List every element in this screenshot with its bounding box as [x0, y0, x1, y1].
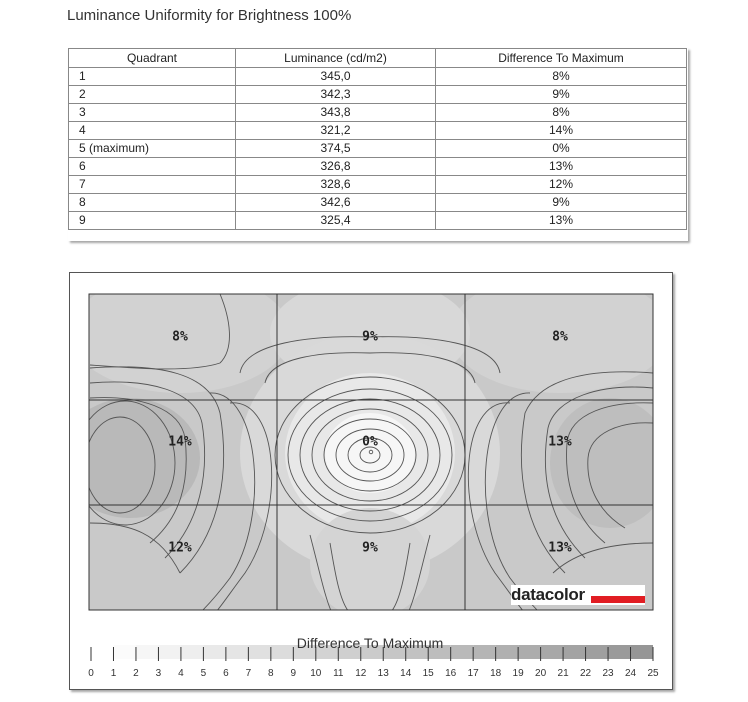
scale-tick-label: 9	[290, 668, 297, 679]
cell-difference: 13%	[436, 158, 687, 176]
scale-tick-label: 5	[200, 668, 207, 679]
header-difference: Difference To Maximum	[436, 49, 687, 68]
cell-quadrant: 8	[69, 194, 236, 212]
scale-segment	[541, 645, 563, 659]
logo-text: datacolor	[511, 585, 585, 604]
uniformity-heatmap	[69, 272, 673, 690]
cell-luminance: 345,0	[236, 68, 436, 86]
scale-segment	[631, 645, 653, 659]
scale-tick-label: 13	[377, 668, 389, 679]
cell-luminance: 326,8	[236, 158, 436, 176]
scale-tick-label: 25	[647, 668, 659, 679]
scale-tick-label: 18	[490, 668, 502, 679]
cell-quadrant: 6	[69, 158, 236, 176]
scale-tick-label: 7	[245, 668, 252, 679]
cell-difference: 14%	[436, 122, 687, 140]
table-header-row	[69, 49, 687, 68]
cell-difference: 8%	[436, 104, 687, 122]
table-row	[69, 212, 687, 230]
cell-luminance: 328,6	[236, 176, 436, 194]
table-row	[69, 86, 687, 104]
cell-difference: 13%	[436, 212, 687, 230]
cell-luminance: 374,5	[236, 140, 436, 158]
cell-quadrant: 3	[69, 104, 236, 122]
scale-tick-label: 12	[355, 668, 367, 679]
scale-tick-label: 17	[467, 668, 479, 679]
cell-quadrant: 1	[69, 68, 236, 86]
scale-segment	[271, 645, 293, 659]
cell-luminance: 325,4	[236, 212, 436, 230]
cell-quadrant: 5 (maximum)	[69, 140, 236, 158]
page-title: Luminance Uniformity for Brightness 100%	[67, 7, 352, 24]
scale-segment	[248, 645, 270, 659]
scale-tick-label: 10	[310, 668, 322, 679]
cell-luminance: 343,8	[236, 104, 436, 122]
scale-tick-label: 6	[223, 668, 229, 679]
quadrant-label-7: 12%	[168, 540, 192, 556]
scale-tick-label: 21	[557, 668, 569, 679]
cell-difference: 12%	[436, 176, 687, 194]
header-luminance: Luminance (cd/m2)	[236, 49, 436, 68]
cell-difference: 8%	[436, 68, 687, 86]
scale-tick-label: 1	[110, 668, 117, 679]
scale-tick-label: 16	[445, 668, 457, 679]
table-row	[69, 104, 687, 122]
scale-tick-label: 2	[133, 668, 139, 679]
cell-difference: 9%	[436, 194, 687, 212]
datacolor-logo	[511, 585, 645, 605]
scale-tick-label: 24	[624, 668, 637, 679]
scale-tick-label: 23	[602, 668, 614, 679]
scale-title: Difference To Maximum	[296, 635, 444, 651]
scale-segment	[226, 645, 248, 659]
scale-segment	[451, 645, 473, 659]
scale-tick-label: 0	[88, 668, 94, 679]
scale-segment	[113, 645, 135, 659]
quadrant-label-9: 13%	[548, 540, 572, 556]
scale-segment	[91, 645, 113, 659]
cell-luminance: 342,3	[236, 86, 436, 104]
quadrant-label-8: 9%	[362, 540, 378, 556]
quadrant-label-5: 0%	[362, 434, 378, 450]
scale-segment	[203, 645, 225, 659]
scale-tick-label: 4	[178, 668, 184, 679]
quadrant-label-4: 14%	[168, 434, 192, 450]
uniformity-table-wrap	[68, 48, 688, 241]
scale-tick-label: 22	[579, 668, 592, 679]
scale-segment	[518, 645, 540, 659]
header-quadrant: Quadrant	[69, 49, 236, 68]
quadrant-label-2: 9%	[362, 329, 378, 345]
scale-segment	[473, 645, 495, 659]
logo-red-bar	[591, 596, 645, 603]
table-row	[69, 158, 687, 176]
scale-tick-label: 3	[155, 668, 162, 679]
cell-quadrant: 2	[69, 86, 236, 104]
scale-segment	[181, 645, 203, 659]
quadrant-label-1: 8%	[172, 329, 188, 345]
table-row	[69, 176, 687, 194]
cell-difference: 0%	[436, 140, 687, 158]
cell-quadrant: 7	[69, 176, 236, 194]
cell-luminance: 342,6	[236, 194, 436, 212]
uniformity-table	[68, 48, 687, 230]
scale-segment	[496, 645, 518, 659]
scale-segment	[158, 645, 180, 659]
scale-segment	[136, 645, 158, 659]
scale-tick-label: 11	[333, 668, 344, 679]
cell-quadrant: 4	[69, 122, 236, 140]
scale-segment	[608, 645, 630, 659]
quadrant-label-6: 13%	[548, 434, 572, 450]
cell-quadrant: 9	[69, 212, 236, 230]
scale-tick-label: 19	[512, 668, 524, 679]
table-row	[69, 194, 687, 212]
scale-segment	[563, 645, 585, 659]
table-row	[69, 140, 687, 158]
table-row	[69, 122, 687, 140]
table-row	[69, 68, 687, 86]
quadrant-label-3: 8%	[552, 329, 568, 345]
scale-tick-label: 20	[535, 668, 547, 679]
scale-tick-label: 15	[422, 668, 434, 679]
scale-tick-label: 14	[400, 668, 412, 679]
cell-difference: 9%	[436, 86, 687, 104]
cell-luminance: 321,2	[236, 122, 436, 140]
scale-tick-label: 8	[268, 668, 274, 679]
scale-segment	[586, 645, 608, 659]
